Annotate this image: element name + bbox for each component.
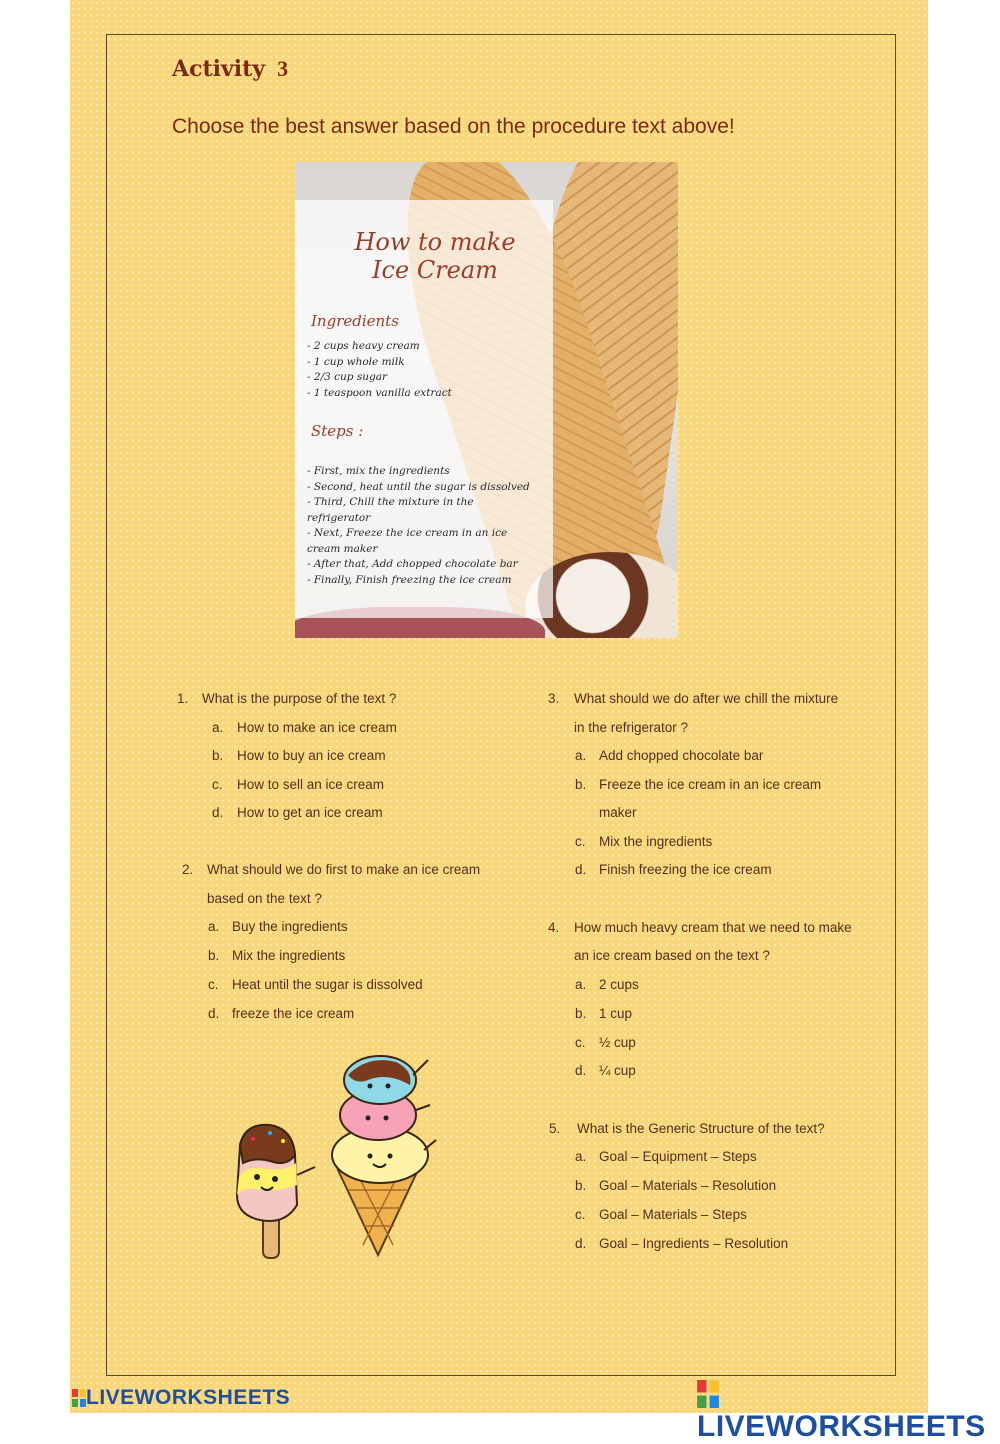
option-letter: c. (575, 1207, 586, 1222)
option-text[interactable]: Finish freezing the ice cream (599, 862, 772, 877)
recipe-title-line2: Ice Cream (372, 256, 498, 284)
question-text: an ice cream based on the text ? (574, 948, 770, 963)
option-text[interactable]: Mix the ingredients (599, 834, 713, 849)
option-letter: d. (208, 1006, 220, 1021)
option-letter: d. (575, 1063, 587, 1078)
ingredient-item: - 2 cups heavy cream (307, 340, 420, 352)
ice-cream-bar-mascot-icon (215, 1115, 320, 1260)
question-number: 4. (548, 920, 560, 935)
step-item: - Second, heat until the sugar is dissolved (307, 480, 530, 493)
step-item: - First, mix the ingredients (307, 465, 450, 477)
recipe-title-line1: How to make (354, 228, 516, 256)
question-text: How much heavy cream that we need to make (574, 920, 852, 935)
option-text[interactable]: How to make an ice cream (237, 720, 397, 735)
option-letter: c. (212, 777, 223, 792)
footer-logo-right (697, 1376, 1000, 1444)
option-text[interactable]: Goal – Materials – Resolution (599, 1178, 777, 1193)
option-text[interactable]: ½ cup (599, 1035, 636, 1050)
question-text: What should we do after we chill the mixture (574, 691, 839, 706)
option-text[interactable]: 1 cup (599, 1006, 633, 1021)
instruction-text: Choose the best answer based on the procedure text above! (172, 115, 735, 138)
liveworksheets-logo-icon (72, 1389, 86, 1407)
option-letter: a. (575, 748, 587, 763)
option-text[interactable]: Heat until the sugar is dissolved (232, 977, 423, 992)
steps-heading: Steps : (311, 422, 364, 440)
liveworksheets-logo-icon (697, 1380, 719, 1408)
option-text[interactable]: ¼ cup (599, 1063, 636, 1078)
option-letter: b. (575, 1006, 587, 1021)
option-letter: a. (575, 977, 587, 992)
option-text[interactable]: freeze the ice cream (232, 1006, 355, 1021)
question-text: What is the purpose of the text ? (202, 691, 397, 706)
step-item: refrigerator (307, 511, 371, 524)
option-letter: b. (208, 948, 220, 963)
option-text[interactable]: 2 cups (599, 977, 639, 992)
step-item: - Finally, Finish freezing the ice cream (307, 573, 512, 586)
question-number: 2. (182, 862, 194, 877)
option-letter: a. (208, 919, 220, 934)
option-text-continued[interactable]: maker (599, 805, 637, 820)
footer-logo-left (72, 1386, 290, 1410)
option-letter: b. (212, 748, 224, 763)
option-letter: c. (575, 834, 586, 849)
question-text: in the refrigerator ? (574, 720, 689, 735)
question-number: 1. (177, 691, 189, 706)
option-letter: c. (575, 1035, 586, 1050)
recipe-card-image (295, 162, 678, 638)
activity-heading (172, 56, 288, 82)
triple-scoop-cone-mascot-icon (318, 1050, 438, 1260)
ingredient-item: - 2/3 cup sugar (307, 371, 387, 383)
recipe-title (335, 228, 535, 284)
question-number: 3. (548, 691, 560, 706)
step-item: - Third, Chill the mixture in the (307, 496, 474, 508)
ingredient-item: - 1 teaspoon vanilla extract (307, 386, 452, 399)
option-text[interactable]: How to sell an ice cream (237, 777, 385, 792)
option-letter: b. (575, 777, 587, 792)
option-letter: a. (575, 1149, 587, 1164)
option-text[interactable]: Freeze the ice cream in an ice cream (599, 777, 822, 792)
question-text: What is the Generic Structure of the text? (577, 1121, 825, 1136)
ingredients-list (307, 339, 552, 401)
logo-text: LIVEWORKSHEETS (86, 1386, 291, 1409)
logo-text: LIVEWORKSHEETS (697, 1410, 986, 1443)
option-text[interactable]: Goal – Equipment – Steps (599, 1149, 757, 1164)
option-text[interactable]: How to get an ice cream (237, 805, 383, 820)
question-text: based on the text ? (207, 891, 322, 906)
option-text[interactable]: How to buy an ice cream (237, 748, 386, 763)
option-letter: d. (575, 862, 587, 877)
activity-label: Activity (172, 56, 266, 82)
option-letter: a. (212, 720, 224, 735)
option-letter: d. (575, 1236, 587, 1251)
option-letter: d. (212, 805, 224, 820)
option-letter: c. (208, 977, 219, 992)
question-number: 5. (549, 1121, 561, 1136)
option-letter: b. (575, 1178, 587, 1193)
activity-number: 3 (277, 56, 289, 81)
option-text[interactable]: Buy the ingredients (232, 919, 348, 934)
ingredients-heading: Ingredients (311, 312, 399, 330)
option-text[interactable]: Goal – Materials – Steps (599, 1207, 747, 1222)
step-item: - After that, Add chopped chocolate bar (307, 558, 518, 570)
option-text[interactable]: Mix the ingredients (232, 948, 346, 963)
step-item: cream maker (307, 542, 378, 555)
option-text[interactable]: Goal – Ingredients – Resolution (599, 1236, 789, 1251)
steps-list (307, 464, 552, 588)
ingredient-item: - 1 cup whole milk (307, 355, 405, 368)
step-item: - Next, Freeze the ice cream in an ice (307, 527, 508, 539)
option-text[interactable]: Add chopped chocolate bar (599, 748, 764, 763)
question-text: What should we do first to make an ice cream (207, 862, 481, 877)
